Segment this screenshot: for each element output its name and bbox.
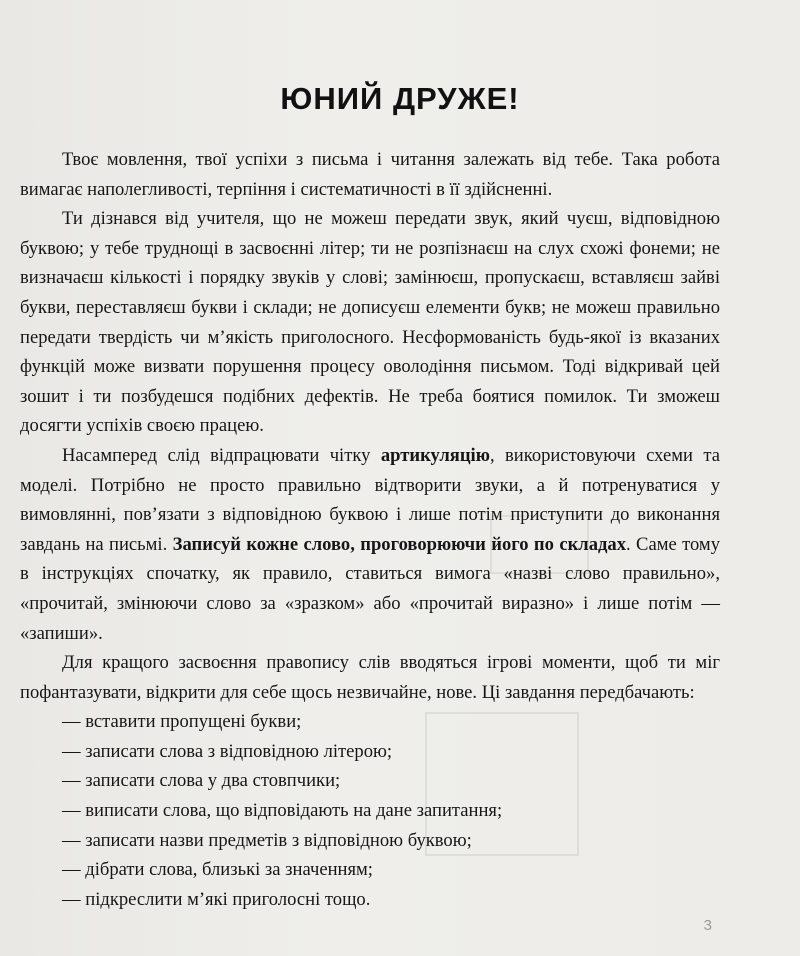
paragraph-text: , використовуючи схеми та моделі. Потрібно не просто правильно відтворити звуки, а й потренуватися у вимовлянні, пов’язати з відповідною буквою і лише потім приступити до виконання завдань на письмі. — [20, 444, 720, 555]
paragraph-difficulties — [20, 204, 720, 441]
paragraph-text: Ти дізнався від учителя, що не можеш передати звук, який чуєш, відповідною буквою; у тебе труднощі в засвоєнні літер; ти не розпізнаєш на слух схожі фонеми; не визначаєш кількості і порядку звуків у слові; замінюєш, пропускаєш, вставляєш зайві букви, переставляєш букви і склади; не дописуєш елементи букв; не можеш правильно передати твердість чи м’якість приголосного. Несформованість будь-якої із вказаних функцій може визвати порушення процесу оволодіння письмом. Тоді відкривай цей зошит і ти позбудешся подібних дефектів. Не треба боятися помилок. Ти зможеш досягти успіхів своєю працею. — [20, 208, 720, 437]
paragraph-text: Для кращого засвоєння правопису слів вводяться ігрові моменти, щоб ти міг пофантазувати, відкрити для себе щось незвичайне, нове. Ці завдання передбачають: — [20, 652, 720, 703]
paragraph-text: . Саме тому в інструкціях спочатку, як правило, ставиться вимога «назві слово правильно», «прочитай, змінюючи слово за «зразком» або «прочитай виразно» і лише потім — «запиши». — [20, 533, 720, 644]
task-list-item: — підкреслити м’які приголосні тощо. — [62, 888, 371, 910]
task-list-item: — записати слова у два стовпчики; — [62, 770, 341, 792]
paragraph-tasks-intro — [20, 648, 720, 707]
emphasis-write-by-syllables: Записуй кожне слово, проговорюючи його по складах — [172, 533, 627, 555]
page-number: 3 — [703, 917, 712, 934]
paragraph-articulation — [20, 441, 720, 648]
task-list — [20, 707, 720, 914]
body-text — [20, 145, 720, 914]
task-list-item: — виписати слова, що відповідають на дане запитання; — [62, 800, 503, 822]
emphasis-articulation: артикуляцію — [380, 444, 490, 466]
task-list-item: — записати назви предметів з відповідною буквою; — [62, 829, 472, 851]
page-title: ЮНИЙ ДРУЖЕ! — [280, 80, 520, 116]
paragraph-text: Твоє мовлення, твої успіхи з письма і читання залежать від тебе. Така робота вимагає наполегливості, терпіння і систематичності в її здійсненні. — [20, 149, 720, 200]
task-list-item: — вставити пропущені букви; — [62, 711, 302, 733]
task-list-item: — дібрати слова, близькі за значенням; — [62, 859, 373, 881]
paragraph-intro — [20, 145, 720, 204]
task-list-item: — записати слова з відповідною літерою; — [62, 740, 393, 762]
paragraph-text: Насамперед слід відпрацювати чітку — [62, 444, 381, 466]
